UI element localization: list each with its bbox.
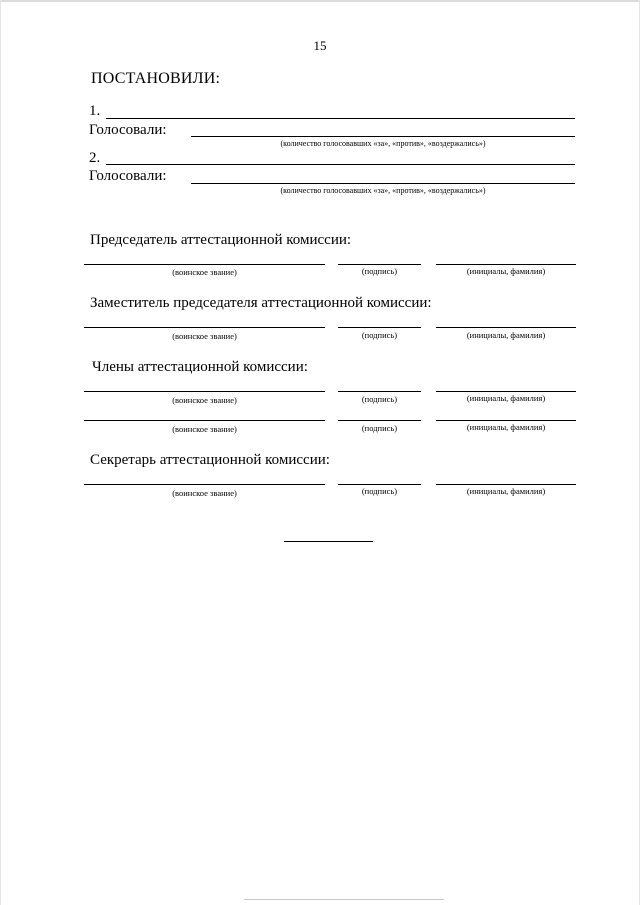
member-2-signature-line[interactable] [338,420,421,421]
member-1-signature-line[interactable] [338,391,421,392]
deputy-rank-line[interactable] [84,327,325,328]
member-1-signature-caption: (подпись) [361,394,398,404]
resolution-1-number: 1. [89,103,101,119]
resolution-2-vote-line[interactable] [191,183,575,184]
secretary-signature-caption: (подпись) [361,486,398,496]
secretary-rank-caption: (воинское звание) [172,488,237,498]
member-2-rank-line[interactable] [84,420,325,421]
resolution-1-voted-label: Голосовали: [89,122,167,138]
member-2-signature-caption: (подпись) [361,423,398,433]
deputy-signature-caption: (подпись) [361,330,398,340]
page-number: 15 [313,38,327,53]
resolution-2-voted-label: Голосовали: [89,168,167,184]
resolution-1-line[interactable] [106,118,575,119]
chairman-rank-line[interactable] [84,264,325,265]
resolution-1-vote-line[interactable] [191,136,575,137]
secretary-initials-line[interactable] [436,484,576,485]
scan-frame-left [0,0,1,905]
chairman-signature-caption: (подпись) [361,266,398,276]
member-1-initials-line[interactable] [436,391,576,392]
resolution-2-number: 2. [89,150,101,166]
member-2-initials-caption: (инициалы, фамилия) [466,422,546,432]
secretary-initials-caption: (инициалы, фамилия) [466,486,546,496]
closing-separator [284,541,373,542]
members-title: Члены аттестационной комиссии: [92,359,308,375]
member-1-rank-line[interactable] [84,391,325,392]
secretary-title: Секретарь аттестационной комиссии: [90,452,330,468]
secretary-signature-line[interactable] [338,484,421,485]
deputy-initials-caption: (инициалы, фамилия) [466,330,546,340]
resolution-2-line[interactable] [106,164,575,165]
resolution-1-vote-caption: (количество голосовавших «за», «против», «воздержались») [280,139,486,148]
chairman-rank-caption: (воинское звание) [172,267,237,277]
chairman-signature-line[interactable] [338,264,421,265]
deputy-signature-line[interactable] [338,327,421,328]
chairman-initials-line[interactable] [436,264,576,265]
resolution-2-vote-caption: (количество голосовавших «за», «против», «воздержались») [280,186,486,195]
member-2-rank-caption: (воинское звание) [172,424,237,434]
member-1-rank-caption: (воинское звание) [172,395,237,405]
scan-frame-top [0,0,640,2]
deputy-chairman-title: Заместитель председателя аттестационной комиссии: [90,295,432,311]
resolution-heading: ПОСТАНОВИЛИ: [91,70,221,87]
deputy-initials-line[interactable] [436,327,576,328]
member-2-initials-line[interactable] [436,420,576,421]
deputy-rank-caption: (воинское звание) [172,331,237,341]
chairman-title: Председатель аттестационной комиссии: [90,232,352,248]
scan-edge-mark [244,899,444,900]
chairman-initials-caption: (инициалы, фамилия) [466,266,546,276]
member-1-initials-caption: (инициалы, фамилия) [466,393,546,403]
secretary-rank-line[interactable] [84,484,325,485]
